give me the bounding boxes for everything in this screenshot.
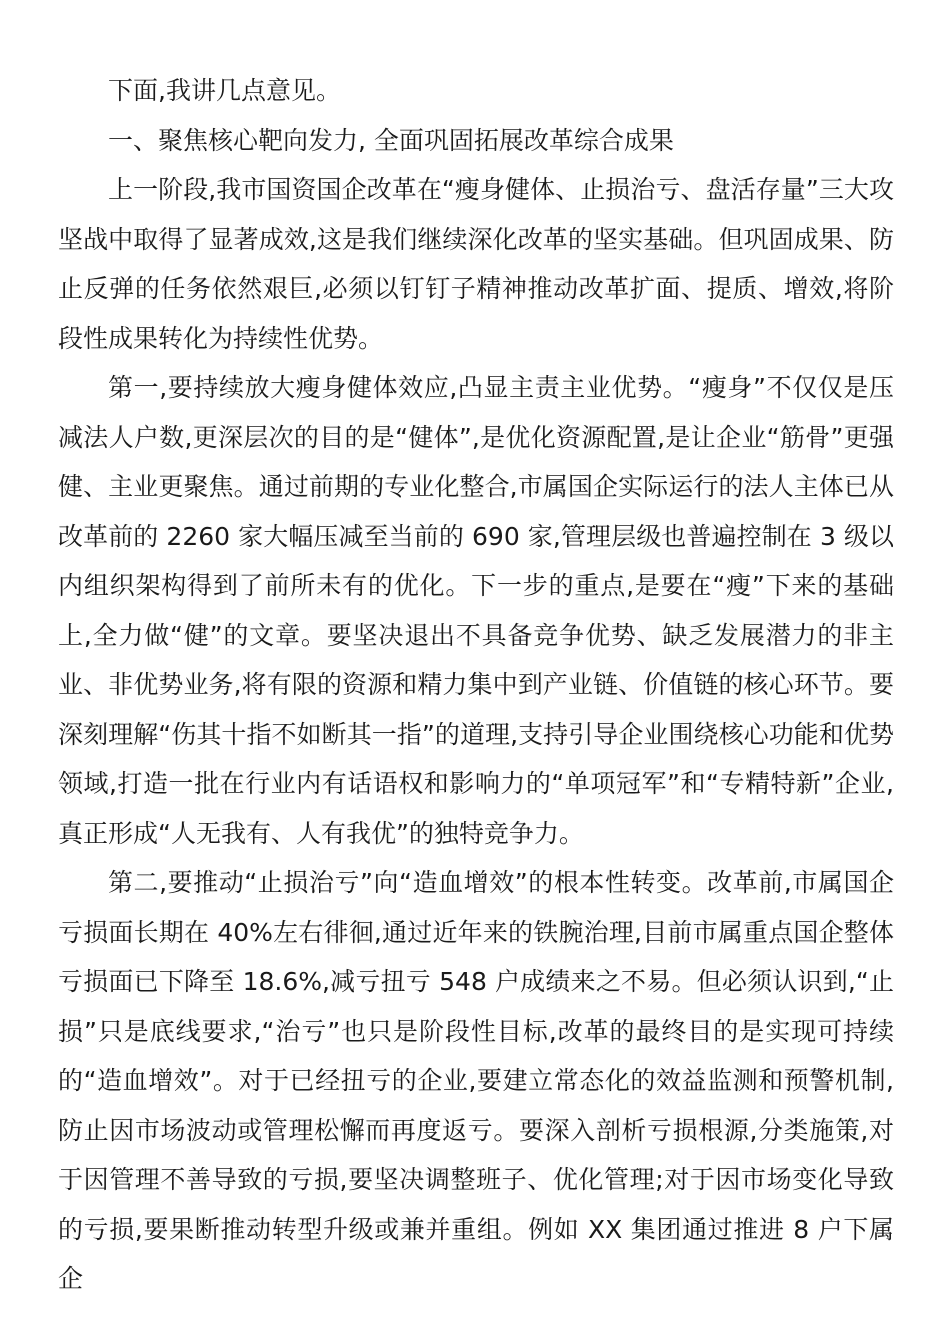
body-paragraph: 第一,要持续放大瘦身健体效应,凸显主责主业优势。“瘦身”不仅仅是压减法人户数,更深层次的目的是“健体”,是优化资源配置,是让企业“筋骨”更强健、主业更聚焦。通过前期的专业化整合,市属国企实际运行的法人主体已从改革前的 2260 家大幅压减至当前的 690 家,管理层级也普遍控制在 3 级以内组织架构得到了前所未有的优化。下一步的重点,是要在“瘦”下来的基础上,全力做“健”的文章。要坚决退出不具备竞争优势、缺乏发展潜力的非主业、非优势业务,将有限的资源和精力集中到产业链、价值链的核心环节。要深刻理解“伤其十指不如断其一指”的道理,支持引导企业围绕核心功能和优势领域,打造一批在行业内有话语权和影响力的“单项冠军”和“专精特新”企业,真正形成“人无我有、人有我优”的独特竞争力。 [58, 373, 894, 848]
document-body [58, 66, 894, 1304]
body-paragraph: 第二,要推动“止损治亏”向“造血增效”的根本性转变。改革前,市属国企亏损面长期在 40%左右徘徊,通过近年来的铁腕治理,目前市属重点国企整体亏损面已下降至 18.6%,减亏扭亏 548 户成绩来之不易。但必须认识到,“止损”只是底线要求,“治亏”也只是阶段性目标,改革的最终目的是实现可持续的“造血增效”。对于已经扭亏的企业,要建立常态化的效益监测和预警机制,防止因市场波动或管理松懈而再度返亏。要深入剖析亏损根源,分类施策,对于因管理不善导致的亏损,要坚决调整班子、优化管理;对于因市场变化导致的亏损,要果断推动转型升级或兼并重组。例如 XX 集团通过推进 8 户下属企 [58, 868, 894, 1293]
body-paragraph: 上一阶段,我市国资国企改革在“瘦身健体、止损治亏、盘活存量”三大攻坚战中取得了显著成效,这是我们继续深化改革的坚实基础。但巩固成果、防止反弹的任务依然艰巨,必须以钉钉子精神推动改革扩面、提质、增效,将阶段性成果转化为持续性优势。 [58, 175, 894, 353]
intro-paragraph: 下面,我讲几点意见。 [108, 76, 341, 105]
section-heading: 一、聚焦核心靶向发力, 全面巩固拓展改革综合成果 [108, 125, 674, 155]
